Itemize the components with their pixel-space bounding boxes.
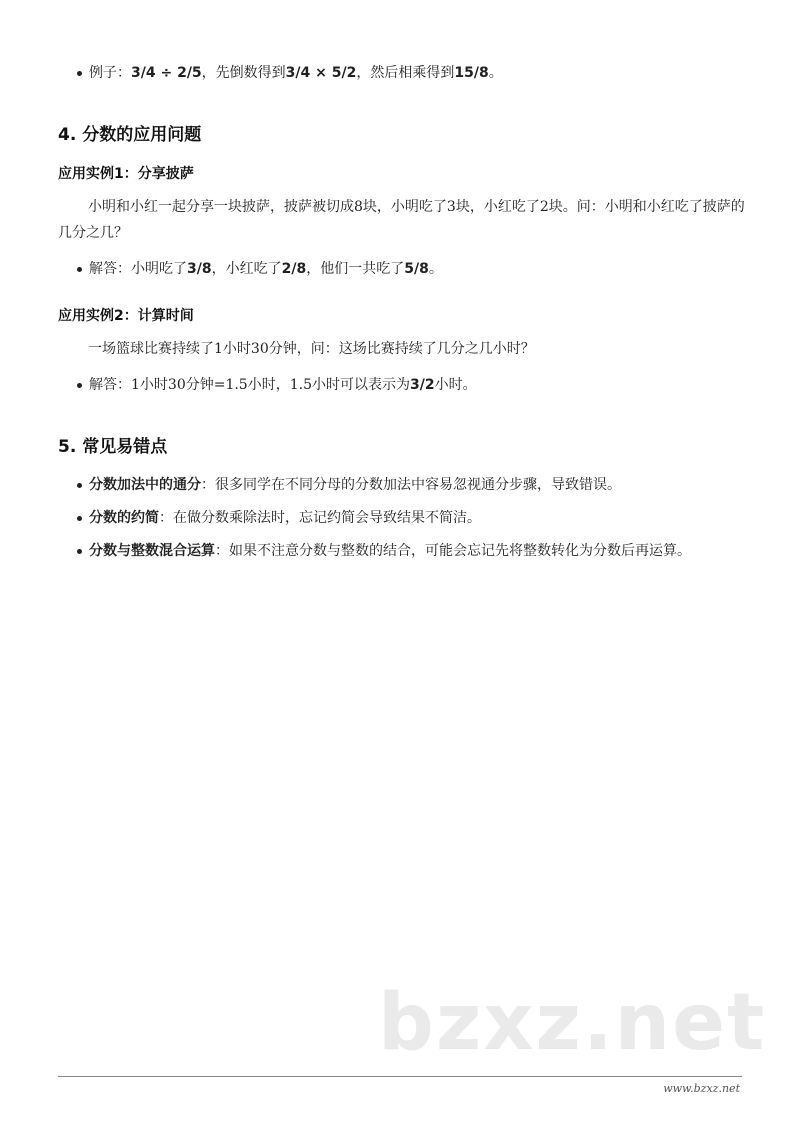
section-5-heading: 5. 常见易错点 (58, 437, 168, 457)
answer-prefix: 解答：小明吃了 (89, 261, 187, 277)
example-expression-2: 3/4 × 5/2 (285, 65, 357, 81)
answer-value-2: 2/8 (281, 261, 307, 277)
example-1-question: 小明和小红一起分享一块披萨，披萨被切成8块，小明吃了3块，小红吃了2块。问：小明和小红吃了披萨的几分之几？ (58, 199, 745, 241)
pitfall-text (89, 472, 757, 498)
pitfall-description: ：如果不注意分数与整数的结合，可能会忘记先将整数转化为分数后再运算。 (215, 543, 691, 559)
example-middle-2: ，然后相乘得到 (356, 65, 455, 81)
pitfall-text (89, 505, 757, 531)
answer-middle-2: ，他们一共吃了 (306, 261, 405, 277)
example-2-answer (77, 372, 757, 398)
pitfall-item (77, 472, 757, 498)
answer-prefix: 解答：1小时30分钟=1.5小时，1.5小时可以表示为 (89, 377, 410, 393)
footer-divider (58, 1076, 742, 1077)
answer-end: 。 (428, 261, 443, 277)
bullet-icon (77, 483, 82, 488)
watermark-logo: bzxz.net (378, 978, 767, 1068)
bullet-icon (77, 267, 82, 272)
bullet-icon (77, 71, 82, 76)
example-end: 。 (488, 65, 503, 81)
pitfall-term: 分数加法中的通分 (89, 477, 201, 493)
example-2-answer-text (89, 372, 757, 398)
example-1-title: 应用实例1：分享披萨 (58, 166, 194, 182)
pitfall-description: ：在做分数乘除法时，忘记约简会导致结果不简洁。 (159, 510, 481, 526)
example-prefix: 例子： (89, 65, 131, 81)
example-bullet (77, 60, 757, 86)
example-bullet-text (89, 60, 757, 86)
pitfall-term: 分数的约简 (89, 510, 159, 526)
example-middle-1: ，先倒数得到 (201, 65, 286, 81)
answer-value-1: 3/8 (187, 261, 212, 277)
answer-value-1: 3/2 (409, 377, 435, 393)
pitfall-item (77, 538, 757, 564)
answer-end: 小时。 (434, 377, 477, 393)
bullet-icon (77, 516, 82, 521)
bullet-icon (77, 549, 82, 554)
example-2-title: 应用实例2：计算时间 (58, 308, 194, 324)
pitfall-term: 分数与整数混合运算 (89, 543, 215, 559)
pitfall-text (89, 538, 757, 564)
section-4-heading: 4. 分数的应用问题 (58, 125, 202, 145)
bullet-icon (77, 383, 82, 388)
example-1-answer-text (89, 256, 757, 282)
pitfall-item (77, 505, 757, 531)
answer-value-3: 5/8 (404, 261, 429, 277)
example-1-answer (77, 256, 757, 282)
example-expression-1: 3/4 ÷ 2/5 (131, 65, 202, 81)
footer-url: www.bzxz.net (663, 1082, 740, 1095)
pitfall-description: ：很多同学在不同分母的分数加法中容易忽视通分步骤，导致错误。 (201, 477, 621, 493)
example-result: 15/8 (454, 65, 489, 81)
answer-middle: ，小红吃了 (211, 261, 282, 277)
example-2-question: 一场篮球比赛持续了1小时30分钟，问：这场比赛持续了几分之几小时？ (88, 341, 535, 357)
